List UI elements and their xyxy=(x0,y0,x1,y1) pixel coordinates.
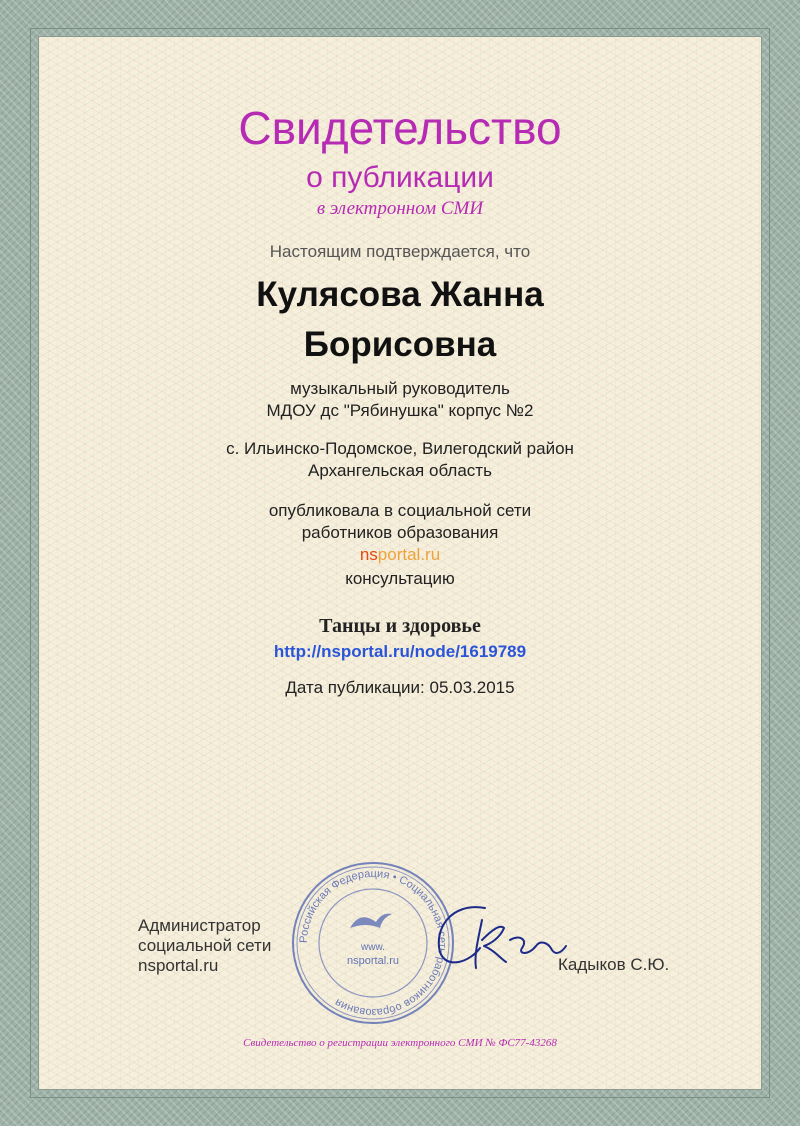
admin-line1: Администратор xyxy=(138,916,261,935)
work-type: консультацию xyxy=(345,569,455,588)
publication-date: Дата публикации: 05.03.2015 xyxy=(285,678,515,697)
stamp-bird-icon xyxy=(350,914,392,928)
recipient-organization: МДОУ дс "Рябинушка" корпус №2 xyxy=(266,401,534,420)
site-name-part2: portal.ru xyxy=(377,545,441,564)
admin-line2: социальной сети xyxy=(138,936,272,955)
location-line1: с. Ильинско-Подомское, Вилегодский район xyxy=(226,439,574,458)
recipient-name-line1: Кулясова Жанна xyxy=(256,275,544,314)
certificate-subtitle: о публикации xyxy=(306,161,494,194)
stamp-ring-text: Российская Федерация • Социальная сеть работников образования xyxy=(297,867,449,1019)
recipient-position-block xyxy=(0,378,800,422)
certificate-subsubtitle: в электронном СМИ xyxy=(316,198,484,219)
published-block xyxy=(0,500,800,544)
published-line2: работников образования xyxy=(301,523,499,542)
recipient-position: музыкальный руководитель xyxy=(290,379,510,398)
work-title: Танцы и здоровье xyxy=(319,615,481,637)
confirm-text: Настоящим подтверждается, что xyxy=(269,242,531,261)
recipient-location-block xyxy=(0,438,800,482)
work-url-link[interactable]: http://nsportal.ru/node/1619789 xyxy=(273,642,527,661)
recipient-name-line2: Борисовна xyxy=(303,325,497,364)
site-name[interactable] xyxy=(0,544,800,566)
registration-footer: Свидетельство о регистрации электронного СМИ № ФС77-43268 xyxy=(243,1037,557,1049)
recipient-name xyxy=(0,270,800,370)
stamp-inner-line1: www. xyxy=(361,942,385,953)
signer-name: Кадыков С.Ю. xyxy=(558,955,670,974)
certificate-title: Свидетельство xyxy=(238,102,562,154)
admin-block xyxy=(138,916,271,976)
site-name-part1: ns xyxy=(359,545,378,564)
published-line1: опубликовала в социальной сети xyxy=(268,501,532,520)
signature-icon xyxy=(430,900,570,980)
admin-line3: nsportal.ru xyxy=(138,956,219,975)
location-line2: Архангельская область xyxy=(308,461,492,480)
stamp-inner-line2: nsportal.ru xyxy=(347,955,399,967)
